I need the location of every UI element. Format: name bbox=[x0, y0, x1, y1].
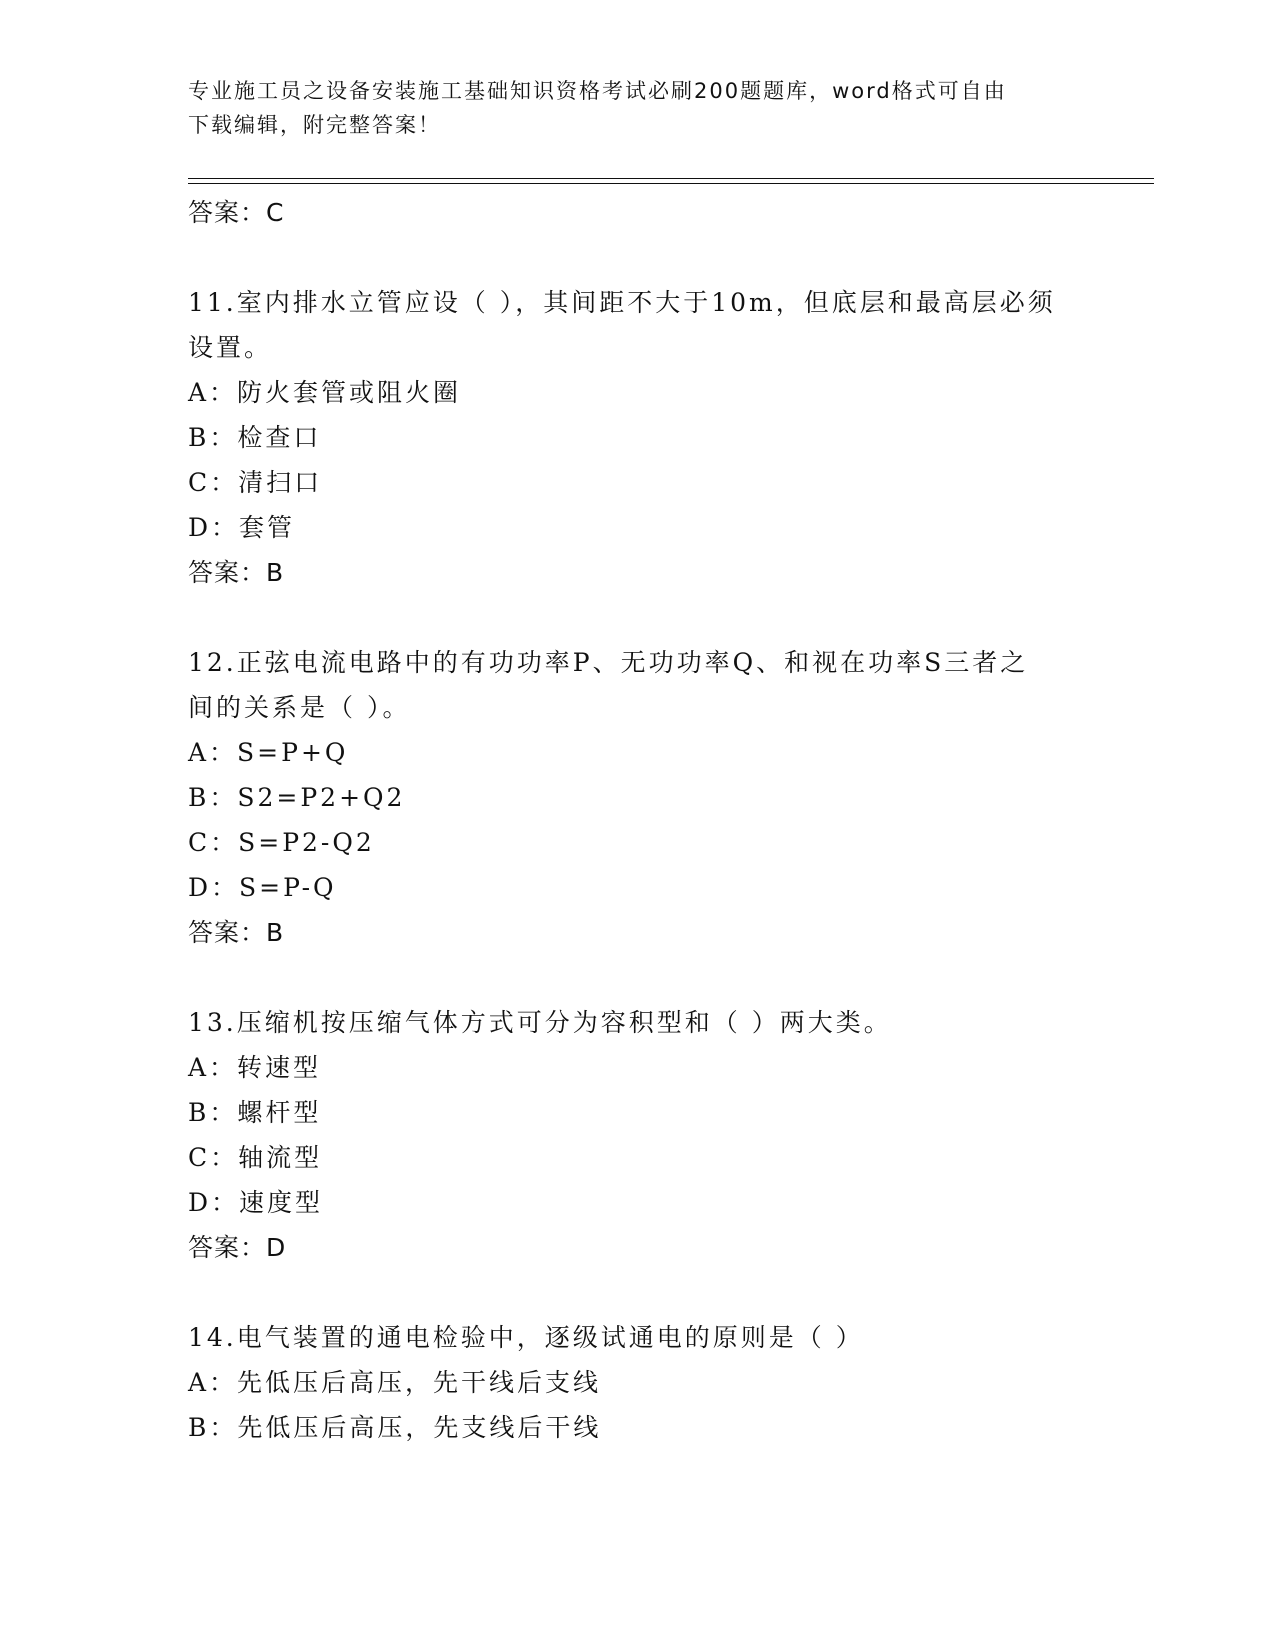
question-text: 14.电气装置的通电检验中，逐级试通电的原则是（ ） bbox=[188, 1323, 864, 1352]
question-text: 11.室内排水立管应设（ ），其间距不大于10m，但底层和最高层必须 bbox=[188, 288, 1056, 317]
question-block bbox=[188, 1315, 1088, 1450]
question-text: 12.正弦电流电路中的有功功率P、无功功率Q、和视在功率S三者之 bbox=[188, 648, 1029, 677]
option-a: A：先低压后高压，先干线后支线 bbox=[188, 1368, 602, 1397]
question-text-continued: 间的关系是（ ）。 bbox=[188, 693, 411, 722]
header-rule-bottom bbox=[188, 183, 1154, 184]
answer-line: 答案：B bbox=[188, 918, 285, 947]
option-d: D：速度型 bbox=[188, 1188, 324, 1217]
question-block bbox=[188, 280, 1088, 595]
spacer bbox=[188, 235, 1088, 280]
option-c: C：清扫口 bbox=[188, 468, 323, 497]
option-b: B：螺杆型 bbox=[188, 1098, 322, 1127]
option-b: B：检查口 bbox=[188, 423, 322, 452]
header-line-2: 下载编辑，附完整答案！ bbox=[188, 113, 441, 137]
document-body bbox=[188, 190, 1088, 1450]
option-a: A：防火套管或阻火圈 bbox=[188, 378, 462, 407]
answer-line: 答案：D bbox=[188, 1233, 287, 1262]
document-header bbox=[188, 74, 1068, 142]
option-b: B：先低压后高压，先支线后干线 bbox=[188, 1413, 602, 1442]
spacer bbox=[188, 1270, 1088, 1315]
option-d: D：S=P-Q bbox=[188, 873, 337, 902]
question-text-continued: 设置。 bbox=[188, 333, 273, 362]
question-text: 13.压缩机按压缩气体方式可分为容积型和（ ）两大类。 bbox=[188, 1008, 892, 1037]
header-line-1: 专业施工员之设备安装施工基础知识资格考试必刷200题题库，word格式可自由 bbox=[188, 79, 1007, 103]
option-c: C：S=P2-Q2 bbox=[188, 828, 375, 857]
option-c: C：轴流型 bbox=[188, 1143, 323, 1172]
option-a: A：S=P+Q bbox=[188, 738, 349, 767]
question-block bbox=[188, 1000, 1088, 1270]
answer-line: 答案：B bbox=[188, 558, 285, 587]
question-block bbox=[188, 640, 1088, 955]
answer-line: 答案：C bbox=[188, 198, 285, 227]
spacer bbox=[188, 955, 1088, 1000]
header-rule-top bbox=[188, 178, 1154, 179]
option-d: D：套管 bbox=[188, 513, 296, 542]
option-a: A：转速型 bbox=[188, 1053, 322, 1082]
option-b: B：S2=P2+Q2 bbox=[188, 783, 406, 812]
spacer bbox=[188, 595, 1088, 640]
